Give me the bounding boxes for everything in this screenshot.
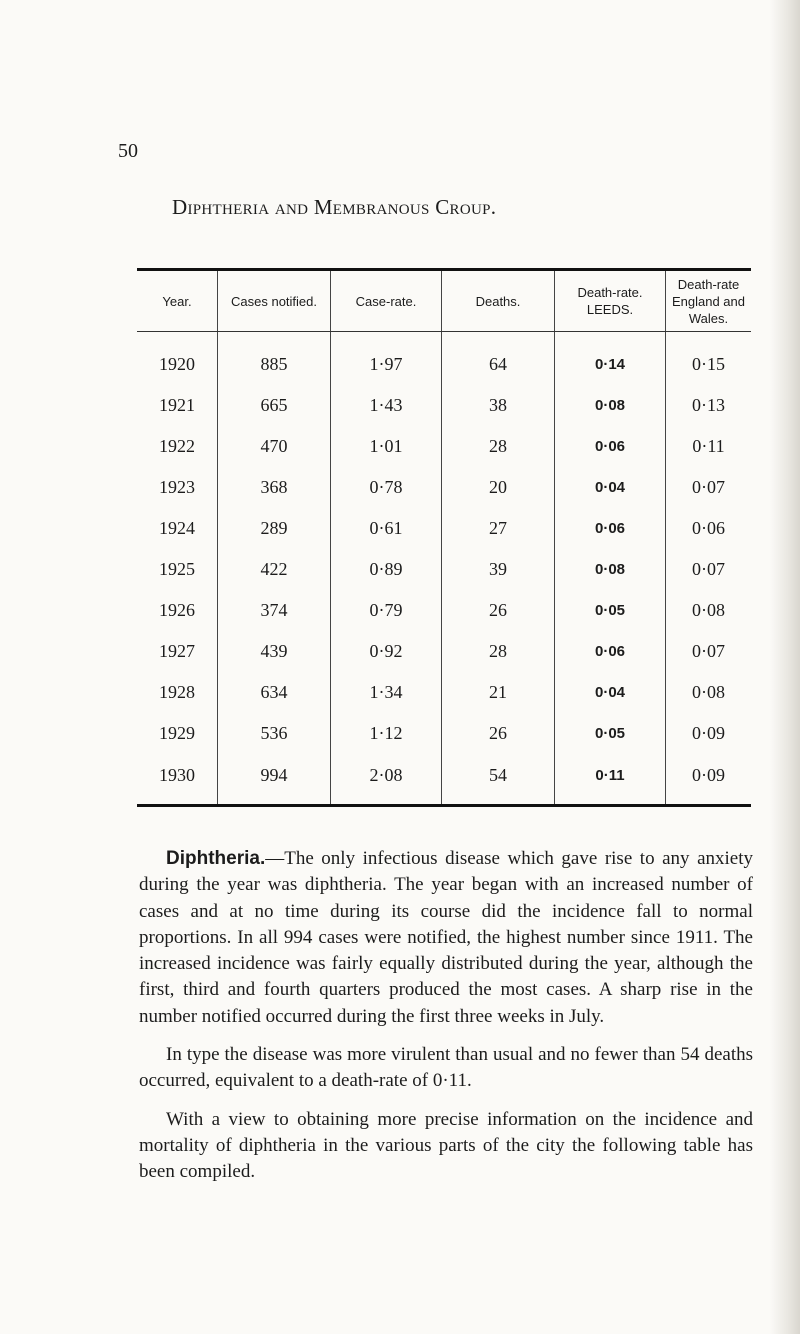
cell-cases-notified: 289 [218, 508, 331, 549]
table-row [137, 631, 751, 672]
cell-death-rate-england-wales: 0·13 [666, 385, 752, 426]
cell-case-rate: 1·43 [331, 385, 442, 426]
cell-death-rate-leeds: 0·04 [555, 467, 666, 508]
diphtheria-table [137, 268, 751, 826]
header-cases-notified: Cases notified. [218, 270, 331, 332]
cell-deaths: 54 [442, 754, 555, 806]
paragraph-lead: Diphtheria. [166, 848, 266, 869]
cell-deaths: 26 [442, 713, 555, 754]
cell-case-rate: 1·97 [331, 332, 442, 386]
table-row [137, 549, 751, 590]
cell-deaths: 26 [442, 590, 555, 631]
cell-deaths: 27 [442, 508, 555, 549]
cell-deaths: 21 [442, 672, 555, 713]
cell-case-rate: 1·34 [331, 672, 442, 713]
cell-cases-notified: 374 [218, 590, 331, 631]
cell-death-rate-leeds: 0·06 [555, 508, 666, 549]
cell-death-rate-leeds: 0·04 [555, 672, 666, 713]
cell-case-rate: 1·12 [331, 713, 442, 754]
cell-cases-notified: 470 [218, 426, 331, 467]
table-row [137, 467, 751, 508]
cell-cases-notified: 368 [218, 467, 331, 508]
cell-cases-notified: 994 [218, 754, 331, 806]
cell-year: 1924 [159, 518, 195, 538]
cell-death-rate-leeds: 0·06 [555, 426, 666, 467]
table-row [137, 332, 751, 386]
cell-year: 1920 [159, 354, 195, 374]
cell-death-rate-england-wales: 0·07 [666, 549, 752, 590]
cell-death-rate-england-wales: 0·11 [666, 426, 752, 467]
table-row [137, 508, 751, 549]
cell-case-rate: 1·01 [331, 426, 442, 467]
cell-death-rate-england-wales: 0·09 [666, 713, 752, 754]
cell-deaths: 64 [442, 332, 555, 386]
cell-case-rate: 0·89 [331, 549, 442, 590]
cell-year: 1921 [159, 395, 195, 415]
table-row [137, 590, 751, 631]
cell-death-rate-england-wales: 0·09 [666, 754, 752, 806]
table-header-row [137, 270, 751, 332]
cell-death-rate-leeds: 0·08 [555, 385, 666, 426]
cell-death-rate-leeds: 0·11 [555, 754, 666, 806]
cell-deaths: 28 [442, 631, 555, 672]
cell-cases-notified: 885 [218, 332, 331, 386]
cell-death-rate-leeds: 0·05 [555, 590, 666, 631]
cell-cases-notified: 536 [218, 713, 331, 754]
header-case-rate: Case-rate. [331, 270, 442, 332]
cell-death-rate-england-wales: 0·15 [666, 332, 752, 386]
cell-year: 1929 [159, 723, 195, 743]
cell-case-rate: 2·08 [331, 754, 442, 806]
cell-death-rate-leeds: 0·08 [555, 549, 666, 590]
table-row [137, 385, 751, 426]
table-row [137, 426, 751, 467]
cell-death-rate-england-wales: 0·08 [666, 672, 752, 713]
cell-year: 1927 [159, 641, 195, 661]
cell-deaths: 28 [442, 426, 555, 467]
page-number: 50 [118, 140, 138, 162]
paragraph-virulence: In type the disease was more virulent than usual and no fewer than 54 deaths occurred, equivalent to a death-rate of 0·11. [139, 1044, 753, 1092]
cell-year: 1928 [159, 682, 195, 702]
cell-death-rate-leeds: 0·14 [555, 332, 666, 386]
cell-death-rate-england-wales: 0·07 [666, 631, 752, 672]
cell-death-rate-england-wales: 0·06 [666, 508, 752, 549]
section-title: Diphtheria and Membranous Croup. [172, 195, 497, 219]
cell-case-rate: 0·78 [331, 467, 442, 508]
cell-year: 1930 [159, 764, 195, 785]
cell-cases-notified: 439 [218, 631, 331, 672]
table-row [137, 754, 751, 806]
header-deaths: Deaths. [442, 270, 555, 332]
cell-case-rate: 0·92 [331, 631, 442, 672]
header-year: Year. [137, 270, 218, 332]
cell-year: 1922 [159, 436, 195, 456]
body-text [139, 846, 753, 1198]
paragraph-text: —The only infectious disease which gave rise to any anxiety during the year was diphtheria. The year began with an increased number of cases and at no time during its course did the incidence fall to normal proportions. In all 994 cases were notified, the highest number since 1911. The increased incidence was fairly equally distributed during the year, although the first, third and fourth quarters produced the most cases. A sharp rise in the number notified occurred during the first three weeks in July. [139, 848, 753, 1027]
table-row [137, 672, 751, 713]
cell-death-rate-england-wales: 0·07 [666, 467, 752, 508]
cell-deaths: 20 [442, 467, 555, 508]
cell-year: 1923 [159, 477, 195, 497]
header-death-rate-england-wales: Death-rate England and Wales. [666, 270, 752, 332]
cell-year: 1926 [159, 600, 195, 620]
cell-cases-notified: 422 [218, 549, 331, 590]
cell-death-rate-leeds: 0·05 [555, 713, 666, 754]
cell-case-rate: 0·61 [331, 508, 442, 549]
paragraph-diphtheria [139, 846, 753, 1030]
page-edge-shadow [770, 0, 800, 1334]
cell-deaths: 39 [442, 549, 555, 590]
cell-case-rate: 0·79 [331, 590, 442, 631]
header-death-rate-leeds: Death-rate. LEEDS. [555, 270, 666, 332]
cell-death-rate-england-wales: 0·08 [666, 590, 752, 631]
cell-cases-notified: 665 [218, 385, 331, 426]
cell-cases-notified: 634 [218, 672, 331, 713]
cell-deaths: 38 [442, 385, 555, 426]
paragraph-compiled-table: With a view to obtaining more precise information on the incidence and mortality of diphtheria in the various parts of the city the following table has been compiled. [139, 1108, 753, 1183]
cell-death-rate-leeds: 0·06 [555, 631, 666, 672]
cell-year: 1925 [159, 559, 195, 579]
table-row [137, 713, 751, 754]
